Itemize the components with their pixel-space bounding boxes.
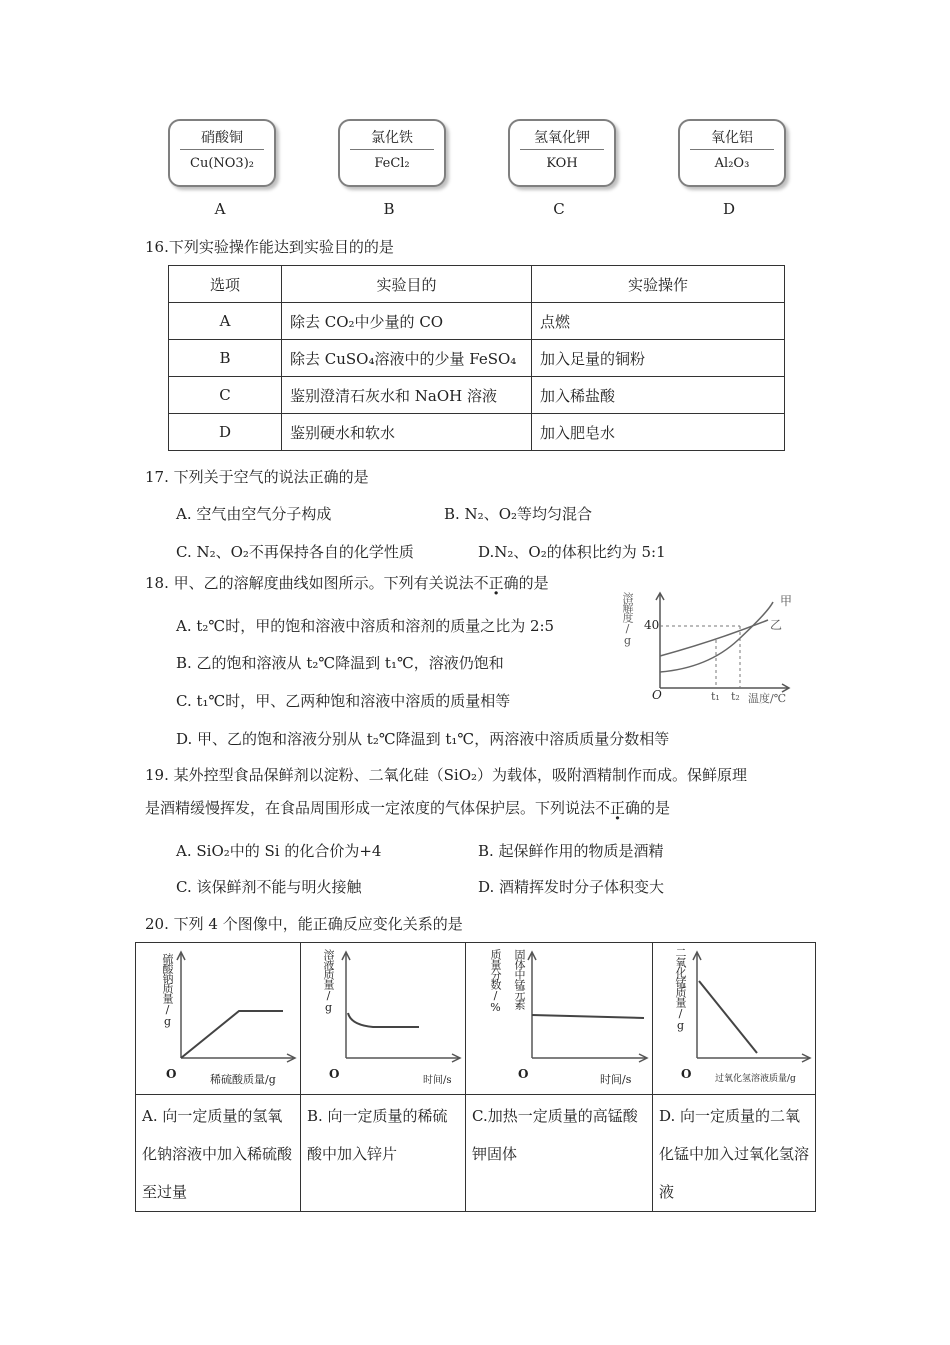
q18-option-d: D. 甲、乙的饱和溶液分别从 t₂℃降温到 t₁℃，两溶液中溶质质量分数相等 xyxy=(176,730,670,748)
question-20-stem: 20. 下列 4 个图像中，能正确反应变化关系的是 xyxy=(145,915,463,933)
stem-text: 的是 xyxy=(640,799,671,817)
graph-d-origin: O xyxy=(681,1067,692,1081)
goal-cell: 除去 CuSO₄溶液中的少量 FeSO₄ xyxy=(282,340,532,377)
card-formula: KOH xyxy=(546,156,578,171)
graph-y40: 40 xyxy=(644,618,660,632)
operation-cell: 点燃 xyxy=(532,303,785,340)
option-label-b: B xyxy=(383,200,395,218)
card-name: 氢氧化钾 xyxy=(534,130,590,146)
option-card-b xyxy=(338,119,446,187)
option-cell: B xyxy=(169,340,282,377)
graph-cell-c xyxy=(466,943,653,1095)
header-cell: 实验操作 xyxy=(532,266,785,303)
graph-c-xlabel: 时间/s xyxy=(600,1073,632,1086)
card-name: 硝酸铜 xyxy=(201,130,243,146)
option-cell: A xyxy=(169,303,282,340)
card-formula: Cu(NO3)₂ xyxy=(190,156,254,171)
question-19-stem-line1: 19. 某外控型食品保鲜剂以淀粉、二氧化硅（SiO₂）为载体，吸附酒精制作而成。保鲜原理 xyxy=(145,766,748,784)
emphasis-text: 不正确 xyxy=(473,574,519,592)
solubility-graph xyxy=(618,588,818,708)
graph-a-line xyxy=(181,1011,283,1058)
card-formula: Al₂O₃ xyxy=(714,156,750,171)
curve-yi xyxy=(660,620,768,656)
graph-d-xlabel: 过氧化氢溶液质量/g xyxy=(715,1074,796,1084)
q19-option-c: C. 该保鲜剂不能与明火接触 xyxy=(176,878,362,896)
card-name: 氯化铁 xyxy=(371,130,413,146)
q18-option-b: B. 乙的饱和溶液从 t₂℃降温到 t₁℃，溶液仍饱和 xyxy=(176,654,504,672)
question-19-stem-line2 xyxy=(145,797,670,818)
option-label-a: A xyxy=(214,200,226,218)
q17-option-a: A. 空气由空气分子构成 xyxy=(176,505,332,523)
graph-c-origin: O xyxy=(518,1067,529,1081)
graph-c-desc: C.加热一定质量的高锰酸钾固体 xyxy=(466,1095,653,1212)
goal-cell: 除去 CO₂中少量的 CO xyxy=(282,303,532,340)
option-label-c: C xyxy=(553,200,565,218)
goal-cell: 鉴别硬水和软水 xyxy=(282,414,532,451)
graph-row xyxy=(136,943,816,1095)
graph-b-origin: O xyxy=(329,1067,340,1081)
graph-d-desc: D. 向一定质量的二氧化锰中加入过氧化氢溶液 xyxy=(653,1095,816,1212)
q19-option-b: B. 起保鲜作用的物质是酒精 xyxy=(478,842,664,860)
q20-table xyxy=(135,942,816,1212)
curve-jia xyxy=(660,602,773,672)
header-cell: 选项 xyxy=(169,266,282,303)
emphasis-text: 不正确 xyxy=(595,799,641,817)
q16-table xyxy=(168,265,785,451)
stem-text: 是酒精缓慢挥发，在食品周围形成一定浓度的气体保护层。下列说法 xyxy=(145,799,596,817)
option-card-c xyxy=(508,119,616,187)
table-row xyxy=(169,340,785,377)
goal-cell: 鉴别澄清石灰水和 NaOH 溶液 xyxy=(282,377,532,414)
graph-a-ylabel: 硫酸钠质量/g xyxy=(161,953,174,1027)
description-row xyxy=(136,1095,816,1212)
stem-text: 的是 xyxy=(518,574,549,592)
table-header-row xyxy=(169,266,785,303)
graph-d-line xyxy=(699,981,757,1053)
card-divider xyxy=(350,149,434,150)
graph-c-ylabel: 质量分数/% xyxy=(489,949,502,1013)
graph-a-xlabel: 稀硫酸质量/g xyxy=(210,1073,276,1086)
q17-option-b: B. N₂、O₂等均匀混合 xyxy=(444,505,593,523)
graph-yi: 乙 xyxy=(770,618,783,632)
card-divider xyxy=(690,149,774,150)
graph-t2: t₂ xyxy=(731,690,740,703)
operation-cell: 加入肥皂水 xyxy=(532,414,785,451)
card-formula: FeCl₂ xyxy=(374,156,410,171)
card-divider xyxy=(520,149,604,150)
card-divider xyxy=(180,149,264,150)
graph-a-origin: O xyxy=(166,1067,177,1081)
graph-cell-a xyxy=(136,943,301,1095)
graph-c-ylabel2: 固体中锰元素 xyxy=(513,949,526,1009)
q17-option-c: C. N₂、O₂不再保持各自的化学性质 xyxy=(176,543,414,561)
operation-cell: 加入足量的铜粉 xyxy=(532,340,785,377)
question-18-stem xyxy=(145,572,549,593)
option-label-d: D xyxy=(722,200,736,218)
option-cell: C xyxy=(169,377,282,414)
q19-option-d: D. 酒精挥发时分子体积变大 xyxy=(478,878,665,896)
graph-b-desc: B. 向一定质量的稀硫酸中加入锌片 xyxy=(301,1095,466,1212)
q17-option-d: D.N₂、O₂的体积比约为 5:1 xyxy=(478,543,666,561)
graph-d-ylabel: 二氧化锰质量/g xyxy=(674,947,687,1031)
option-card-a xyxy=(168,119,276,187)
question-16-stem: 16.下列实验操作能达到实验目的的是 xyxy=(145,238,394,256)
header-cell: 实验目的 xyxy=(282,266,532,303)
table-row xyxy=(169,377,785,414)
graph-b-xlabel: 时间/s xyxy=(423,1075,452,1086)
graph-c-line xyxy=(532,1015,644,1018)
question-17-stem: 17. 下列关于空气的说法正确的是 xyxy=(145,468,369,486)
graph-xlabel: 温度/℃ xyxy=(748,692,787,705)
graph-origin: O xyxy=(652,688,662,702)
table-row xyxy=(169,303,785,340)
graph-ylabel: 溶解度/g xyxy=(621,592,634,646)
table-row xyxy=(169,414,785,451)
graph-b-ylabel: 溶液质量/g xyxy=(322,949,335,1013)
graph-a-desc: A. 向一定质量的氢氧化钠溶液中加入稀硫酸至过量 xyxy=(136,1095,301,1212)
graph-b-curve xyxy=(348,1013,419,1027)
q19-option-a: A. SiO₂中的 Si 的化合价为+4 xyxy=(176,842,382,860)
operation-cell: 加入稀盐酸 xyxy=(532,377,785,414)
card-name: 氧化铝 xyxy=(711,130,753,146)
q18-option-c: C. t₁℃时，甲、乙两种饱和溶液中溶质的质量相等 xyxy=(176,692,511,710)
graph-cell-b xyxy=(301,943,466,1095)
graph-jia: 甲 xyxy=(780,594,793,608)
option-card-d xyxy=(678,119,786,187)
graph-t1: t₁ xyxy=(711,690,720,703)
graph-cell-d xyxy=(653,943,816,1095)
q18-option-a: A. t₂℃时，甲的饱和溶液中溶质和溶剂的质量之比为 2:5 xyxy=(176,617,555,635)
option-cell: D xyxy=(169,414,282,451)
stem-text: 18. 甲、乙的溶解度曲线如图所示。下列有关说法 xyxy=(145,574,474,592)
